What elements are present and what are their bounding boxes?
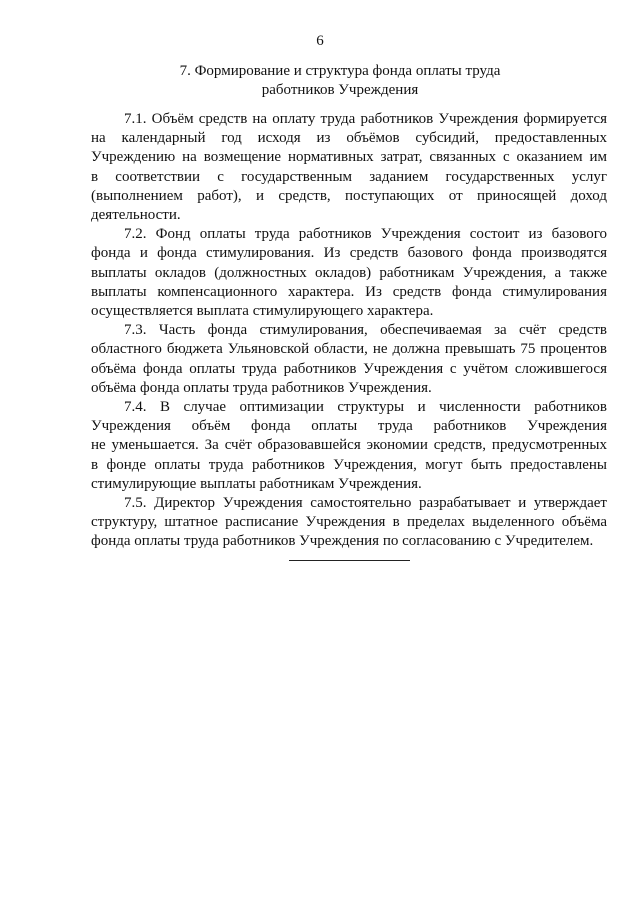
paragraph-line: фонда оплаты труда работников Учреждения по согласованию с Учредителем. — [91, 533, 594, 550]
paragraph-line: на календарный год исходя из объёмов субсидий, предоставленных — [91, 130, 607, 147]
paragraph-3 — [91, 321, 607, 398]
paragraph-line: 7.1. Объём средств на оплату труда работников Учреждения формируется — [124, 111, 607, 127]
paragraph-line: Учреждению на возмещение нормативных затрат, связанных с оказанием им — [91, 149, 607, 166]
paragraph-line: (выполнением работ), и средств, поступающих от приносящей доход — [91, 187, 607, 204]
paragraph-line: областного бюджета Ульяновской области, не должна превышать 75 процентов — [91, 341, 607, 358]
paragraph-line: выплаты окладов (должностных окладов) работникам Учреждения, а также — [91, 264, 607, 281]
paragraph-line: деятельности. — [91, 207, 181, 224]
paragraph-5 — [91, 494, 607, 552]
paragraph-2 — [91, 225, 607, 321]
section-heading-line-1: 7. Формирование и структура фонда оплаты труда — [179, 63, 501, 79]
paragraph-line: стимулирующие выплаты работникам Учреждения. — [91, 475, 422, 492]
paragraph-line: осуществляется выплата стимулирующего характера. — [91, 303, 434, 320]
paragraph-line: структуру, штатное расписание Учреждения в пределах выделенного объёма — [91, 514, 607, 531]
paragraph-line: в соответствии с государственным заданием государственных услуг — [91, 168, 607, 185]
paragraph-line: объёма фонда оплаты труда работников Учреждения. — [91, 379, 432, 396]
paragraph-line: 7.3. Часть фонда стимулирования, обеспечиваемая за счёт средств — [124, 322, 607, 339]
paragraph-4 — [91, 398, 607, 494]
paragraph-line: 7.2. Фонд оплаты труда работников Учреждения состоит из базового — [124, 226, 607, 243]
page-number: 6 — [316, 33, 324, 49]
paragraph-1 — [91, 110, 607, 225]
paragraph-line: 7.5. Директор Учреждения самостоятельно разрабатывает и утверждает — [124, 495, 607, 512]
paragraph-line: в фонде оплаты труда работников Учреждения, могут быть предоставлены — [91, 456, 607, 473]
paragraph-line: 7.4. В случае оптимизации структуры и численности работников — [124, 399, 607, 416]
paragraph-line: выплаты компенсационного характера. Из средств фонда стимулирования — [91, 283, 607, 300]
paragraph-line: Учреждения объём фонда оплаты труда работников Учреждения — [91, 418, 607, 435]
paragraph-line: не уменьшается. За счёт образовавшейся экономии средств, предусмотренных — [91, 437, 607, 454]
paragraph-line: объёма фонда оплаты труда работников Учреждения с учётом сложившегося — [91, 360, 607, 377]
paragraph-line: фонда и фонда стимулирования. Из средств базового фонда производятся — [91, 245, 607, 262]
section-heading — [90, 62, 590, 100]
section-heading-line-2: работников Учреждения — [261, 82, 419, 98]
closing-divider-line — [289, 560, 410, 561]
section-body — [91, 110, 607, 552]
